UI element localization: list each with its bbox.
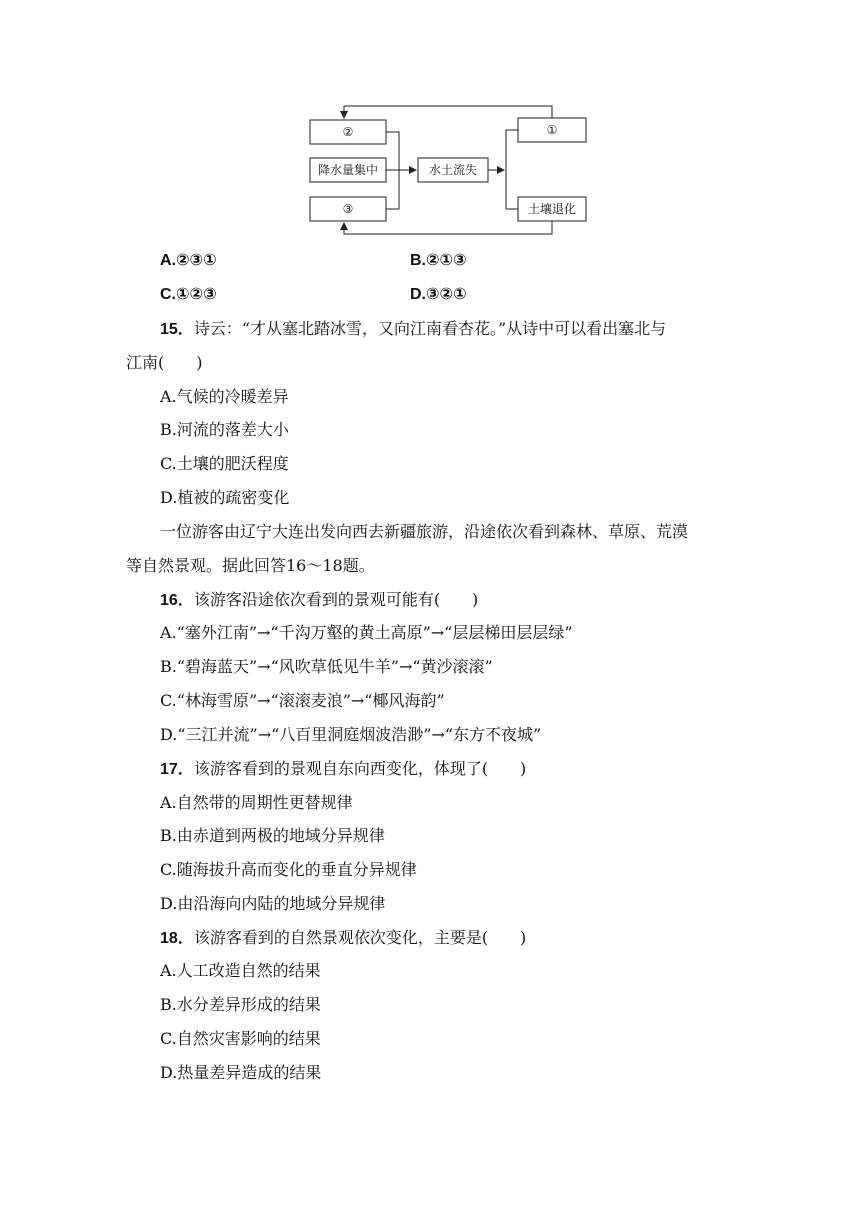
q16-option-d: D.“三江并流”→“八百里洞庭烟波浩渺”→“东方不夜城” [160, 725, 542, 744]
q14-option-b: B.②①③ [410, 252, 467, 269]
q15-option-a: A.气候的冷暖差异 [160, 387, 289, 406]
q15-option-b: B.河流的落差大小 [160, 420, 289, 439]
flow-diagram [300, 100, 600, 240]
q18-stem-text: 该游客看到的自然景观依次变化，主要是( ) [193, 928, 527, 947]
q15-stem-line1 [160, 316, 666, 343]
q18-option-a: A.人工改造自然的结果 [160, 961, 321, 980]
passage-line1: 一位游客由辽宁大连出发向西去新疆旅游，沿途依次看到森林、草原、荒漠 [160, 522, 689, 541]
q14-option-a: A.②③① [160, 252, 217, 269]
q16-number: 16． [160, 592, 194, 609]
q16-option-c: C.“林海雪原”→“滚滚麦浪”→“椰风海韵” [160, 691, 445, 710]
q17-option-d: D.由沿海向内陆的地域分异规律 [160, 894, 386, 913]
q17-stem-text: 该游客看到的景观自东向西变化，体现了( ) [193, 759, 527, 778]
box-1-label: ① [546, 123, 558, 137]
q17-stem [160, 756, 526, 783]
q15-stem: 诗云：“才从塞北踏冰雪，又向江南看杏花。”从诗中可以看出塞北与 [193, 319, 667, 338]
q16-option-b: B.“碧海蓝天”→“风吹草低见牛羊”→“黄沙滚滚” [160, 657, 493, 676]
box-2-label: ② [342, 125, 354, 139]
passage-line2: 等自然景观。据此回答16～18题。 [126, 556, 375, 575]
q16-option-a: A.“塞外江南”→“千沟万壑的黄土高原”→“层层梯田层层绿” [160, 623, 573, 642]
q18-option-d: D.热量差异造成的结果 [160, 1063, 322, 1082]
q15-option-d: D.植被的疏密变化 [160, 488, 290, 507]
q16-stem-text: 该游客沿途依次看到的景观可能有( ) [193, 590, 479, 609]
q15-number: 15． [160, 321, 194, 338]
q14-option-c: C.①②③ [160, 286, 217, 303]
q18-option-c: C.自然灾害影响的结果 [160, 1029, 321, 1048]
q15-option-c: C.土壤的肥沃程度 [160, 454, 289, 473]
q17-option-a: A.自然带的周期性更替规律 [160, 793, 353, 812]
q18-option-b: B.水分差异形成的结果 [160, 995, 321, 1014]
box-rain-label: 降水量集中 [317, 163, 379, 177]
q17-option-b: B.由赤道到两极的地域分异规律 [160, 826, 385, 845]
q18-number: 18． [160, 930, 194, 947]
q16-stem [160, 587, 478, 614]
q18-stem [160, 925, 526, 952]
box-erosion-label: 水土流失 [428, 163, 478, 177]
q17-number: 17． [160, 761, 194, 778]
q15-stem-line2: 江南( ) [126, 353, 203, 372]
box-soil-label: 土壤退化 [527, 202, 577, 216]
q17-option-c: C.随海拔升高而变化的垂直分异规律 [160, 860, 417, 879]
q14-option-d: D.③②① [410, 286, 467, 303]
box-3-label: ③ [342, 202, 354, 216]
